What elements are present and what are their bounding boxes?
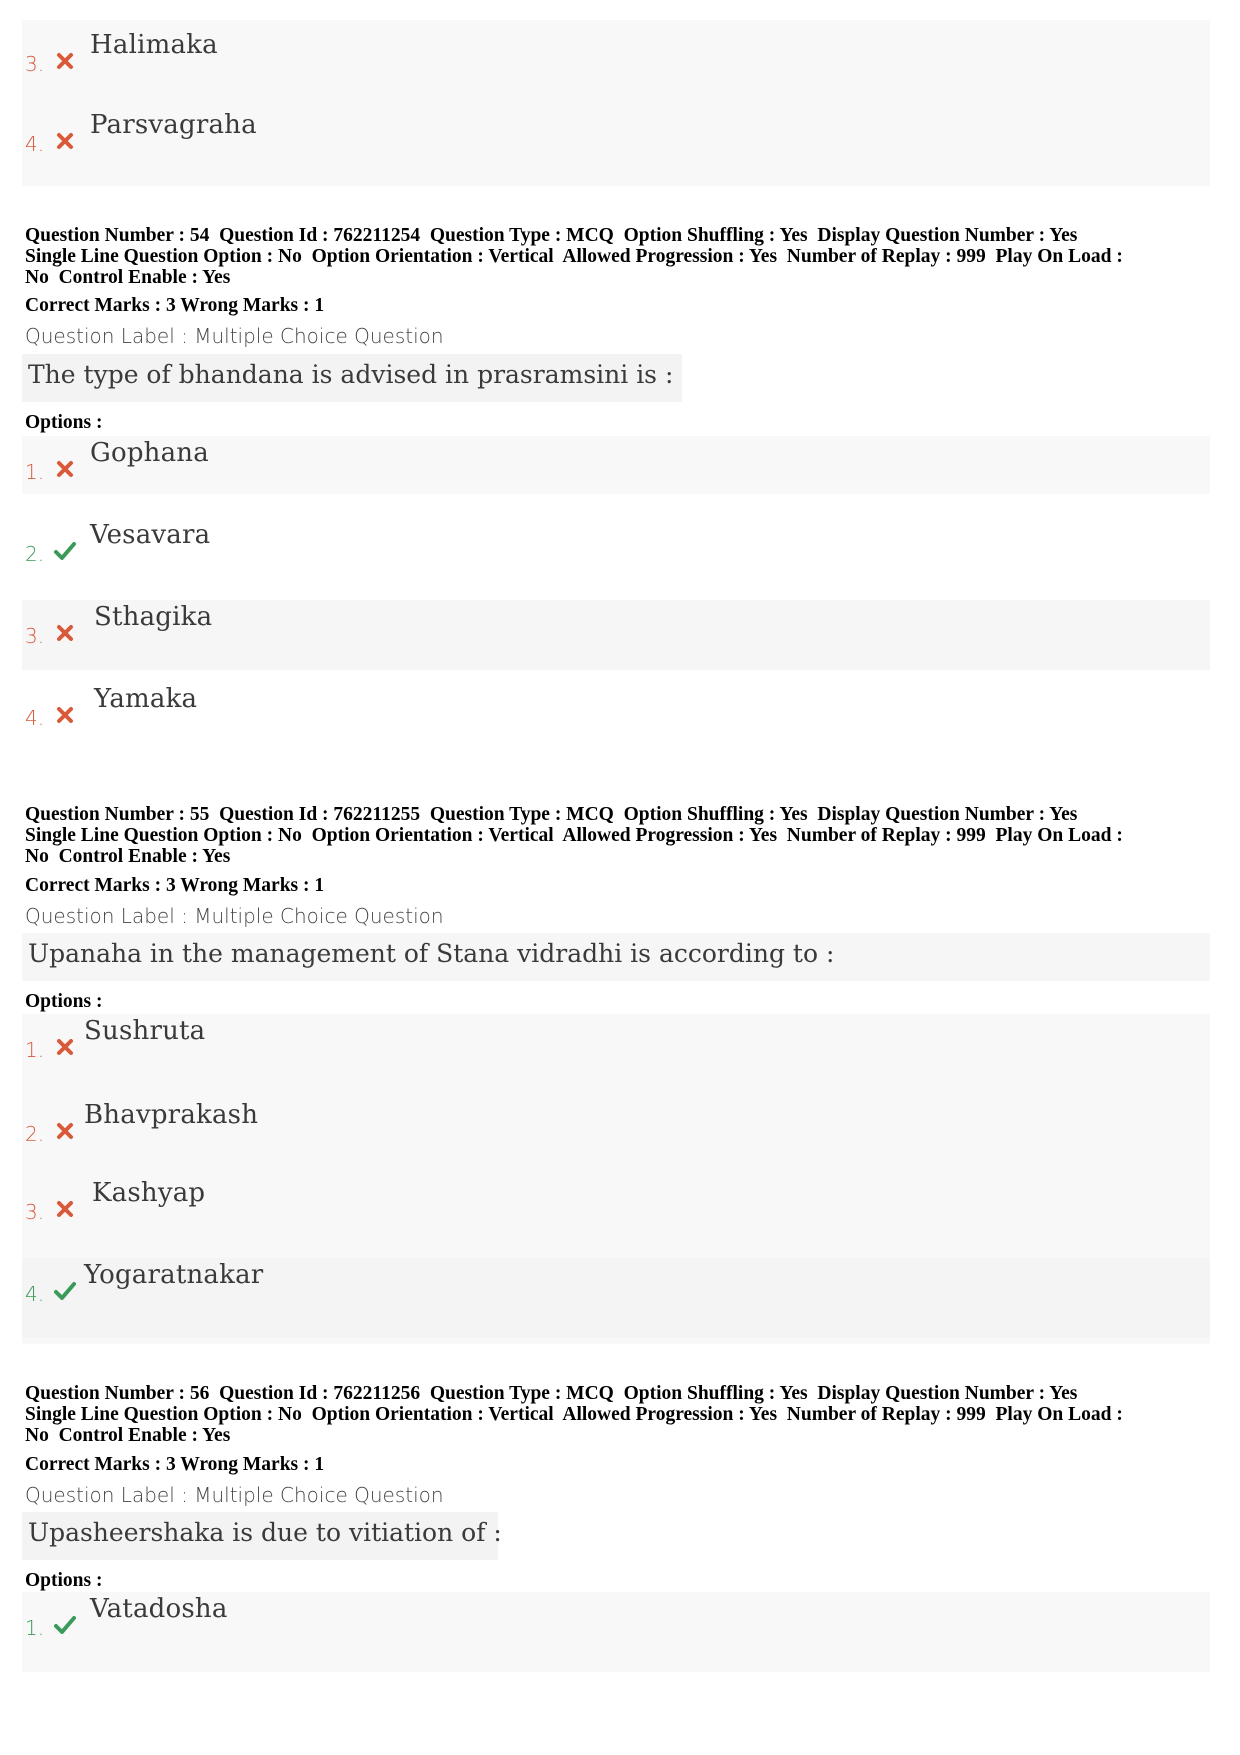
option-text: Bhavprakash: [84, 1100, 259, 1130]
option-number: 3.: [25, 624, 45, 648]
check-icon: [52, 1612, 78, 1638]
option-number: 4.: [25, 1282, 45, 1306]
cross-icon: [52, 1034, 78, 1060]
question-text: Upanaha in the management of Stana vidradhi is according to :: [28, 939, 835, 968]
option-number: 4.: [25, 706, 45, 730]
option-text: Vesavara: [90, 520, 211, 550]
option-text: Yogaratnakar: [84, 1260, 264, 1290]
options-label: Options :: [25, 412, 103, 433]
option-number: 2.: [25, 1122, 45, 1146]
question-label: Question Label : Multiple Choice Question: [25, 904, 444, 928]
question-label: Question Label : Multiple Choice Question: [25, 324, 444, 348]
option-number: 2.: [25, 542, 45, 566]
cross-icon: [52, 1196, 78, 1222]
options-block-q54: [22, 436, 1210, 736]
cross-icon: [52, 456, 78, 482]
option-row: [22, 682, 1210, 740]
question-text-box: [22, 1512, 502, 1560]
cross-icon: [52, 128, 78, 154]
option-text: Parsvagraha: [90, 110, 257, 140]
question-meta: Question Number : 54 Question Id : 762211254 Question Type : MCQ Option Shuffling : Yes Display Question Number : Yes Single Line Question Option : No Option Orientation : Vertical Allowed Progression : Yes Number of Replay : 999 Play On Load : No Control Enable : Yes: [25, 225, 1123, 288]
option-text: Vatadosha: [90, 1594, 228, 1624]
option-text: Sushruta: [84, 1016, 206, 1046]
option-row: [22, 1098, 1210, 1156]
option-text: Sthagika: [94, 602, 213, 632]
cross-icon: [52, 702, 78, 728]
question-meta: Question Number : 55 Question Id : 762211255 Question Type : MCQ Option Shuffling : Yes Display Question Number : Yes Single Line Question Option : No Option Orientation : Vertical Allowed Progression : Yes Number of Replay : 999 Play On Load : No Control Enable : Yes: [25, 804, 1123, 867]
option-row: [22, 1014, 1210, 1072]
option-text: Halimaka: [90, 30, 218, 60]
option-text: Gophana: [90, 438, 209, 468]
question-marks: Correct Marks : 3 Wrong Marks : 1: [25, 1454, 325, 1475]
option-row: [22, 1258, 1210, 1338]
question-text: The type of bhandana is advised in prasramsini is :: [28, 360, 674, 389]
option-row: [22, 28, 1210, 86]
option-row: [22, 518, 1210, 576]
question-marks: Correct Marks : 3 Wrong Marks : 1: [25, 875, 325, 896]
option-number: 3.: [25, 52, 45, 76]
question-label: Question Label : Multiple Choice Question: [25, 1483, 444, 1507]
option-row: [22, 108, 1210, 166]
option-number: 1.: [25, 1038, 45, 1062]
option-row: [22, 1592, 1210, 1650]
option-row: [22, 600, 1210, 670]
check-icon: [52, 538, 78, 564]
option-number: 1.: [25, 1616, 45, 1640]
option-text: Yamaka: [94, 684, 198, 714]
options-label: Options :: [25, 1570, 103, 1591]
question-text-box: [22, 354, 682, 402]
options-block-q53: [22, 20, 1210, 186]
options-block-q56: [22, 1592, 1210, 1672]
option-row: [22, 1176, 1210, 1234]
option-number: 1.: [25, 460, 45, 484]
option-number: 3.: [25, 1200, 45, 1224]
option-number: 4.: [25, 132, 45, 156]
cross-icon: [52, 48, 78, 74]
question-marks: Correct Marks : 3 Wrong Marks : 1: [25, 295, 325, 316]
question-text: Upasheershaka is due to vitiation of :: [28, 1518, 502, 1547]
options-block-q55: [22, 1014, 1210, 1344]
question-text-box: [22, 933, 1210, 981]
option-row: [22, 436, 1210, 494]
question-meta: Question Number : 56 Question Id : 762211256 Question Type : MCQ Option Shuffling : Yes Display Question Number : Yes Single Line Question Option : No Option Orientation : Vertical Allowed Progression : Yes Number of Replay : 999 Play On Load : No Control Enable : Yes: [25, 1383, 1123, 1446]
option-text: Kashyap: [92, 1178, 206, 1208]
cross-icon: [52, 1118, 78, 1144]
check-icon: [52, 1278, 78, 1304]
options-label: Options :: [25, 991, 103, 1012]
cross-icon: [52, 620, 78, 646]
